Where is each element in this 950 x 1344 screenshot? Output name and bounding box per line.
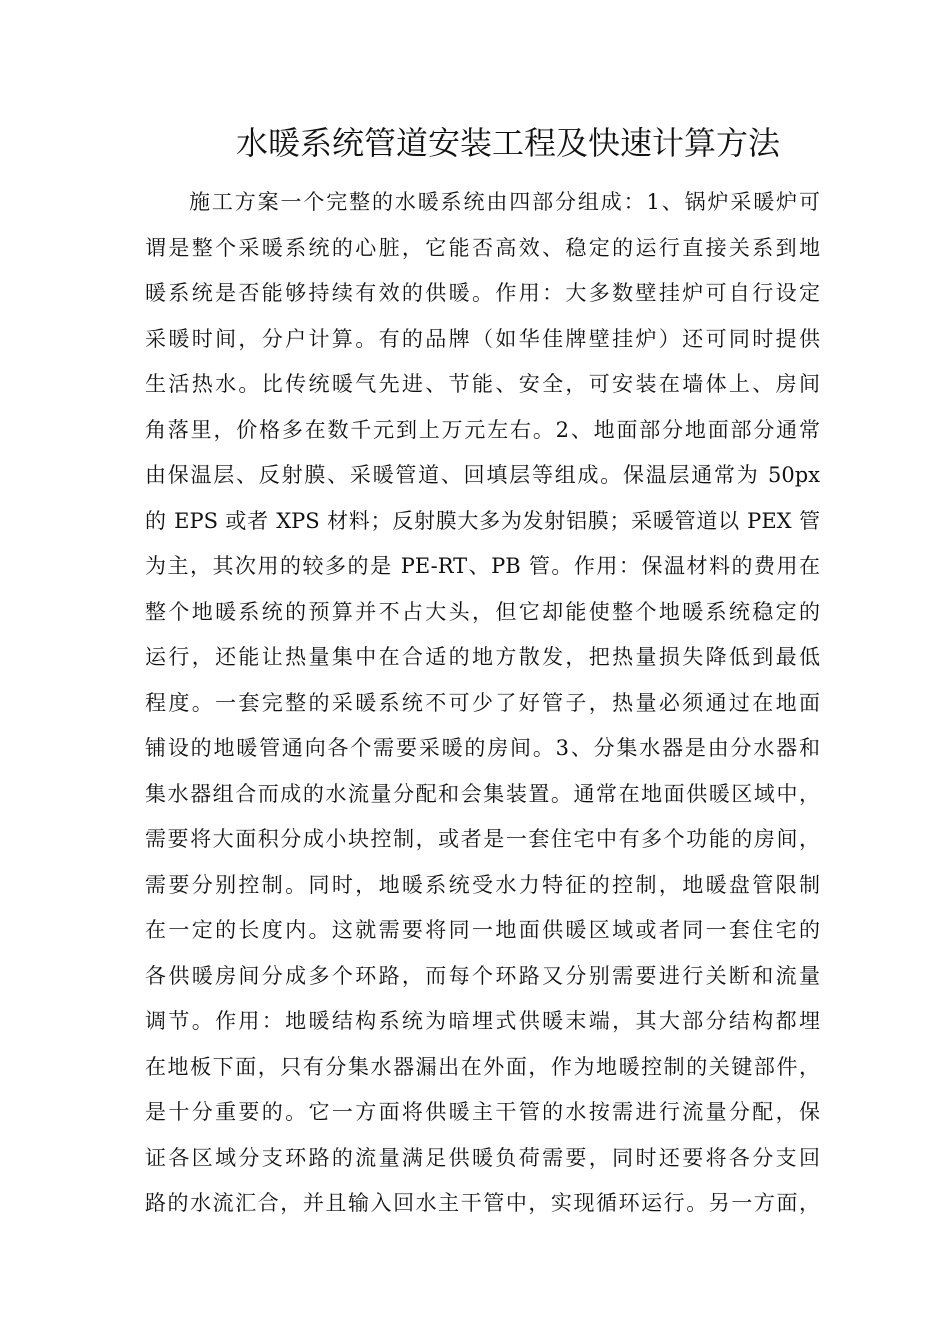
body-line: 生活热水。比传统暖气先进、节能、安全，可安装在墙体上、房间	[145, 372, 820, 396]
body-line: 谓是整个采暖系统的心脏，它能否高效、稳定的运行直接关系到地	[145, 235, 820, 260]
body-line: 是十分重要的。它一方面将供暖主干管的水按需进行流量分配，保	[145, 1100, 820, 1124]
body-line: 运行，还能让热量集中在合适的地方散发，把热量损失降低到最低	[145, 645, 820, 669]
document-title: 水暖系统管道安装工程及快速计算方法	[235, 124, 780, 162]
body-line: 角落里，价格多在数千元到上万元左右。2、地面部分地面部分通常	[145, 417, 820, 442]
body-line: 各供暖房间分成多个环路，而每个环路又分别需要进行关断和流量	[145, 963, 820, 988]
body-line: 在一定的长度内。这就需要将同一地面供暖区域或者同一套住宅的	[145, 918, 820, 942]
body-line: 整个地暖系统的预算并不占大头，但它却能使整个地暖系统稳定的	[145, 599, 820, 624]
body-line: 施工方案一个完整的水暖系统由四部分组成：1、锅炉采暖炉可	[189, 190, 820, 214]
body-line: 为主，其次用的较多的是 PE-RT、PB 管。作用：保温材料的费用在	[145, 554, 820, 578]
body-line: 集水器组合而成的水流量分配和会集装置。通常在地面供暖区域中，	[145, 781, 820, 806]
body-line: 需要将大面积分成小块控制，或者是一套住宅中有多个功能的房间，	[145, 827, 820, 851]
body-line: 证各区域分支环路的流量满足供暖负荷需要，同时还要将各分支回	[145, 1145, 820, 1170]
body-line: 调节。作用：地暖结构系统为暗埋式供暖末端，其大部分结构都埋	[145, 1009, 820, 1033]
body-line: 铺设的地暖管通向各个需要采暖的房间。3、分集水器是由分水器和	[145, 736, 820, 760]
body-line: 程度。一套完整的采暖系统不可少了好管子，热量必须通过在地面	[145, 690, 820, 715]
body-line: 在地板下面，只有分集水器漏出在外面，作为地暖控制的关键部件，	[145, 1054, 820, 1079]
body-line: 路的水流汇合，并且输入回水主干管中，实现循环运行。另一方面，	[145, 1191, 820, 1215]
body-line: 采暖时间，分户计算。有的品牌（如华佳牌壁挂炉）还可同时提供	[145, 326, 820, 351]
document-body	[145, 180, 820, 1227]
body-line: 由保温层、反射膜、采暖管道、回填层等组成。保温层通常为 50px	[145, 463, 820, 487]
body-line: 暖系统是否能够持续有效的供暖。作用：大多数壁挂炉可自行设定	[145, 281, 820, 305]
body-line: 需要分别控制。同时，地暖系统受水力特征的控制，地暖盘管限制	[145, 872, 820, 897]
body-line: 的 EPS 或者 XPS 材料；反射膜大多为发射铝膜；采暖管道以 PEX 管	[145, 508, 820, 533]
